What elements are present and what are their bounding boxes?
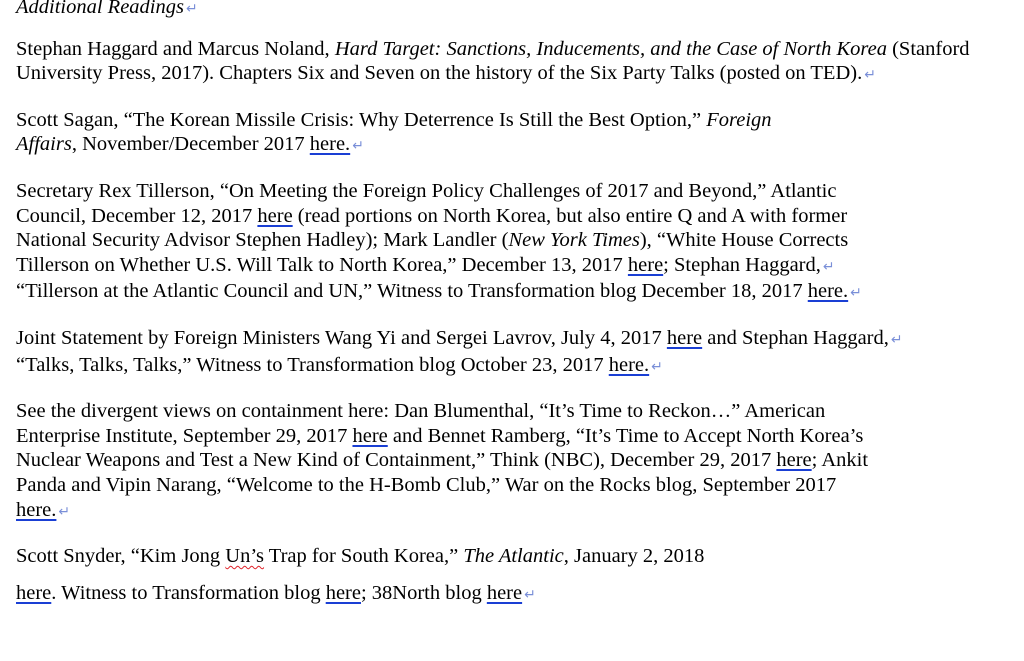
journal-title: Affairs [16, 133, 72, 156]
return-mark-icon: ↵ [58, 503, 71, 520]
citation-text: , November/December 2017 [71, 133, 310, 156]
witness-blog-link[interactable]: here [325, 581, 361, 604]
citation-text: (read portions on North Korea, but also entire Q and A with former [292, 204, 848, 227]
citation-text: Joint Statement by Foreign Ministers Wang Yi and Sergei Lavrov, July 4, 2017 [16, 326, 667, 349]
citation-text: Scott Sagan, “The Korean Missile Crisis: Why Deterrence Is Still the Best Option,” [16, 108, 707, 131]
sagan-link[interactable]: here. [309, 133, 351, 156]
citation-text: Panda and Vipin Narang, “Welcome to the H-Bomb Club,” War on the Rocks blog, September 2017 [16, 473, 837, 496]
citation-text: ; Ankit [811, 449, 869, 472]
citation-text: and Stephan Haggard, [702, 326, 889, 349]
return-mark-icon: ↵ [352, 138, 364, 155]
citation-text: Trap for South Korea,” [264, 545, 464, 568]
citation-text: Enterprise Institute, September 29, 2017 [16, 424, 353, 447]
book-title: Hard Target: Sanctions, Inducements, and the Case of North Korea [334, 37, 887, 60]
citation-text: Scott Snyder, “Kim Jong [16, 545, 226, 568]
citation-text: “Talks, Talks, Talks,” Witness to Transformation blog October 23, 2017 [16, 353, 609, 376]
citation-text: , January 2, 2018 [563, 545, 705, 568]
reading-tillerson [16, 179, 1016, 306]
blumenthal-link[interactable]: here [352, 424, 388, 447]
ramberg-link[interactable]: here [776, 449, 812, 472]
section-heading [16, 0, 1016, 22]
return-mark-icon: ↵ [850, 285, 862, 302]
return-mark-icon: ↵ [651, 358, 663, 375]
heading-text: Additional Readings [16, 0, 184, 18]
citation-text: ; Stephan Haggard, [663, 253, 821, 276]
return-mark-icon: ↵ [185, 1, 198, 17]
citation-text: . Witness to Transformation blog [51, 581, 326, 604]
reading-links-line [16, 581, 1016, 608]
haggard-tillerson-link[interactable]: here. [807, 280, 849, 303]
publication-title: New York Times [508, 229, 640, 252]
reading-joint-statement [16, 326, 1016, 379]
tillerson-link[interactable]: here [257, 204, 293, 227]
citation-text: National Security Advisor Stephen Hadley); Mark Landler ( [16, 229, 509, 252]
reading-snyder [16, 544, 1016, 569]
citation-text: ), “White House Corrects [639, 229, 849, 252]
reading-haggard-noland [16, 37, 1016, 88]
return-mark-icon: ↵ [822, 258, 835, 275]
reading-containment [16, 399, 1016, 524]
return-mark-icon: ↵ [890, 331, 903, 348]
document-page [16, 0, 1016, 627]
publication-title: The Atlantic [463, 545, 564, 568]
panda-narang-link[interactable]: here. [16, 498, 57, 521]
citation-text: Nuclear Weapons and Test a New Kind of Containment,” Think (NBC), December 29, 2017 [16, 449, 777, 472]
citation-text: (Stanford University Press, 2017). Chapters Six and Seven on the history of the Six Party Talks (posted on TED). [16, 37, 970, 85]
snyder-link[interactable]: here [16, 581, 52, 604]
landler-link[interactable]: here [627, 253, 664, 276]
journal-title: Foreign [706, 108, 772, 131]
citation-text: and Bennet Ramberg, “It’s Time to Accept North Korea’s [387, 424, 864, 447]
return-mark-icon: ↵ [524, 586, 536, 603]
reading-sagan [16, 108, 1016, 159]
citation-text: “Tillerson at the Atlantic Council and UN,” Witness to Transformation blog December 18, 2017 [16, 280, 808, 303]
citation-text: Tillerson on Whether U.S. Will Talk to North Korea,” December 13, 2017 [16, 253, 628, 276]
spellcheck-flagged-word[interactable]: Un’s [225, 545, 265, 568]
citation-text: ; 38North blog [360, 581, 487, 604]
citation-text: Council, December 12, 2017 [16, 204, 258, 227]
return-mark-icon: ↵ [864, 67, 876, 84]
38north-link[interactable]: here [486, 581, 523, 604]
citation-text: See the divergent views on containment here: Dan Blumenthal, “It’s Time to Reckon…” American [16, 400, 826, 423]
citation-text: Secretary Rex Tillerson, “On Meeting the Foreign Policy Challenges of 2017 and Beyond,” Atlantic [16, 179, 837, 202]
joint-statement-link[interactable]: here [666, 326, 703, 349]
citation-text: Stephan Haggard and Marcus Noland, [16, 37, 335, 60]
talks-link[interactable]: here. [608, 353, 650, 376]
